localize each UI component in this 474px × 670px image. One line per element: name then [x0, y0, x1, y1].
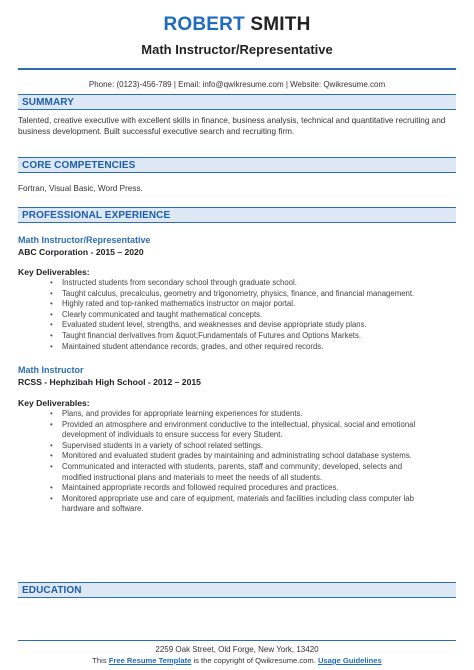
- section-education: [18, 582, 456, 598]
- footer-divider: [18, 640, 456, 641]
- list-item: • Supervised students in a variety of school related settings.: [50, 441, 430, 452]
- job-organization: ABC Corporation - 2015 – 2020: [18, 247, 144, 257]
- deliverables-list: [50, 409, 430, 515]
- list-item: • Monitored and evaluated student grades by maintaining and administrating school database systems.: [50, 451, 430, 462]
- list-item: • Maintained student attendance records, grades, and other required records.: [50, 342, 430, 353]
- job-title-header: Math Instructor/Representative: [141, 42, 333, 57]
- list-item: • Taught calculus, precalculus, geometry and trigonometry, physics, finance, and financial management.: [50, 289, 430, 300]
- section-summary: [18, 94, 456, 110]
- footer-middle: is the copyright of Qwikresume.com.: [191, 656, 318, 665]
- deliverables-list: [50, 278, 430, 352]
- usage-guidelines-link[interactable]: Usage Guidelines: [317, 656, 382, 665]
- section-heading: SUMMARY: [22, 97, 74, 108]
- key-deliverables-label: Key Deliverables:: [18, 267, 90, 277]
- list-item: • Instructed students from secondary school through graduate school.: [50, 278, 430, 289]
- footer-copyright: [0, 656, 474, 665]
- key-deliverables-label: Key Deliverables:: [18, 398, 90, 408]
- contact-line: Phone: (0123)-456-789 | Email: info@qwikresume.com | Website: Qwikresume.com: [88, 80, 386, 89]
- job-title: Math Instructor/Representative: [18, 235, 151, 245]
- competencies-text: Fortran, Visual Basic, Word Press.: [18, 184, 143, 193]
- job-title: Math Instructor: [18, 365, 84, 375]
- footer-prefix: This: [92, 656, 109, 665]
- list-item: • Maintained appropriate records and followed required procedures and practices.: [50, 483, 430, 494]
- header-divider: [18, 68, 456, 70]
- job-organization: RCSS - Hephzibah High School - 2012 – 2015: [18, 377, 201, 387]
- section-core-competencies: [18, 157, 456, 173]
- last-name: SMITH: [250, 14, 311, 35]
- section-heading: EDUCATION: [22, 585, 82, 596]
- list-item: • Monitored appropriate use and care of equipment, materials and facilities including class computer lab hardware and software.: [50, 494, 430, 515]
- candidate-name: [0, 14, 474, 36]
- list-item: • Taught financial derivatives from &quot;Fundamentals of Futures and Options Markets.: [50, 331, 430, 342]
- list-item: • Highly rated and top-ranked mathematics instructor on major portal.: [50, 299, 430, 310]
- summary-text: Talented, creative executive with excellent skills in finance, business analysis, technical and quantitative recruiting and business development. Built successful executive search and recruiting firm.: [18, 116, 446, 136]
- section-heading: CORE COMPETENCIES: [22, 160, 136, 171]
- list-item: • Communicated and interacted with students, parents, staff and community; developed, selects and modified instructional plans and materials to meet the needs of all students.: [50, 462, 430, 483]
- list-item: • Clearly communicated and taught mathematical concepts.: [50, 310, 430, 321]
- list-item: • Plans, and provides for appropriate learning experiences for students.: [50, 409, 430, 420]
- list-item: • Provided an atmosphere and environment conductive to the intellectual, physical, social and emotional development of individuals to ensure success for every Student.: [50, 420, 430, 441]
- free-resume-template-link[interactable]: Free Resume Template: [108, 656, 192, 665]
- section-heading: PROFESSIONAL EXPERIENCE: [22, 210, 171, 221]
- list-item: • Evaluated student level, strengths, and weaknesses and devise appropriate study plans.: [50, 320, 430, 331]
- first-name: ROBERT: [163, 14, 245, 35]
- section-professional-experience: [18, 207, 456, 223]
- footer-address: 2259 Oak Street, Old Forge, New York, 13420: [155, 645, 319, 654]
